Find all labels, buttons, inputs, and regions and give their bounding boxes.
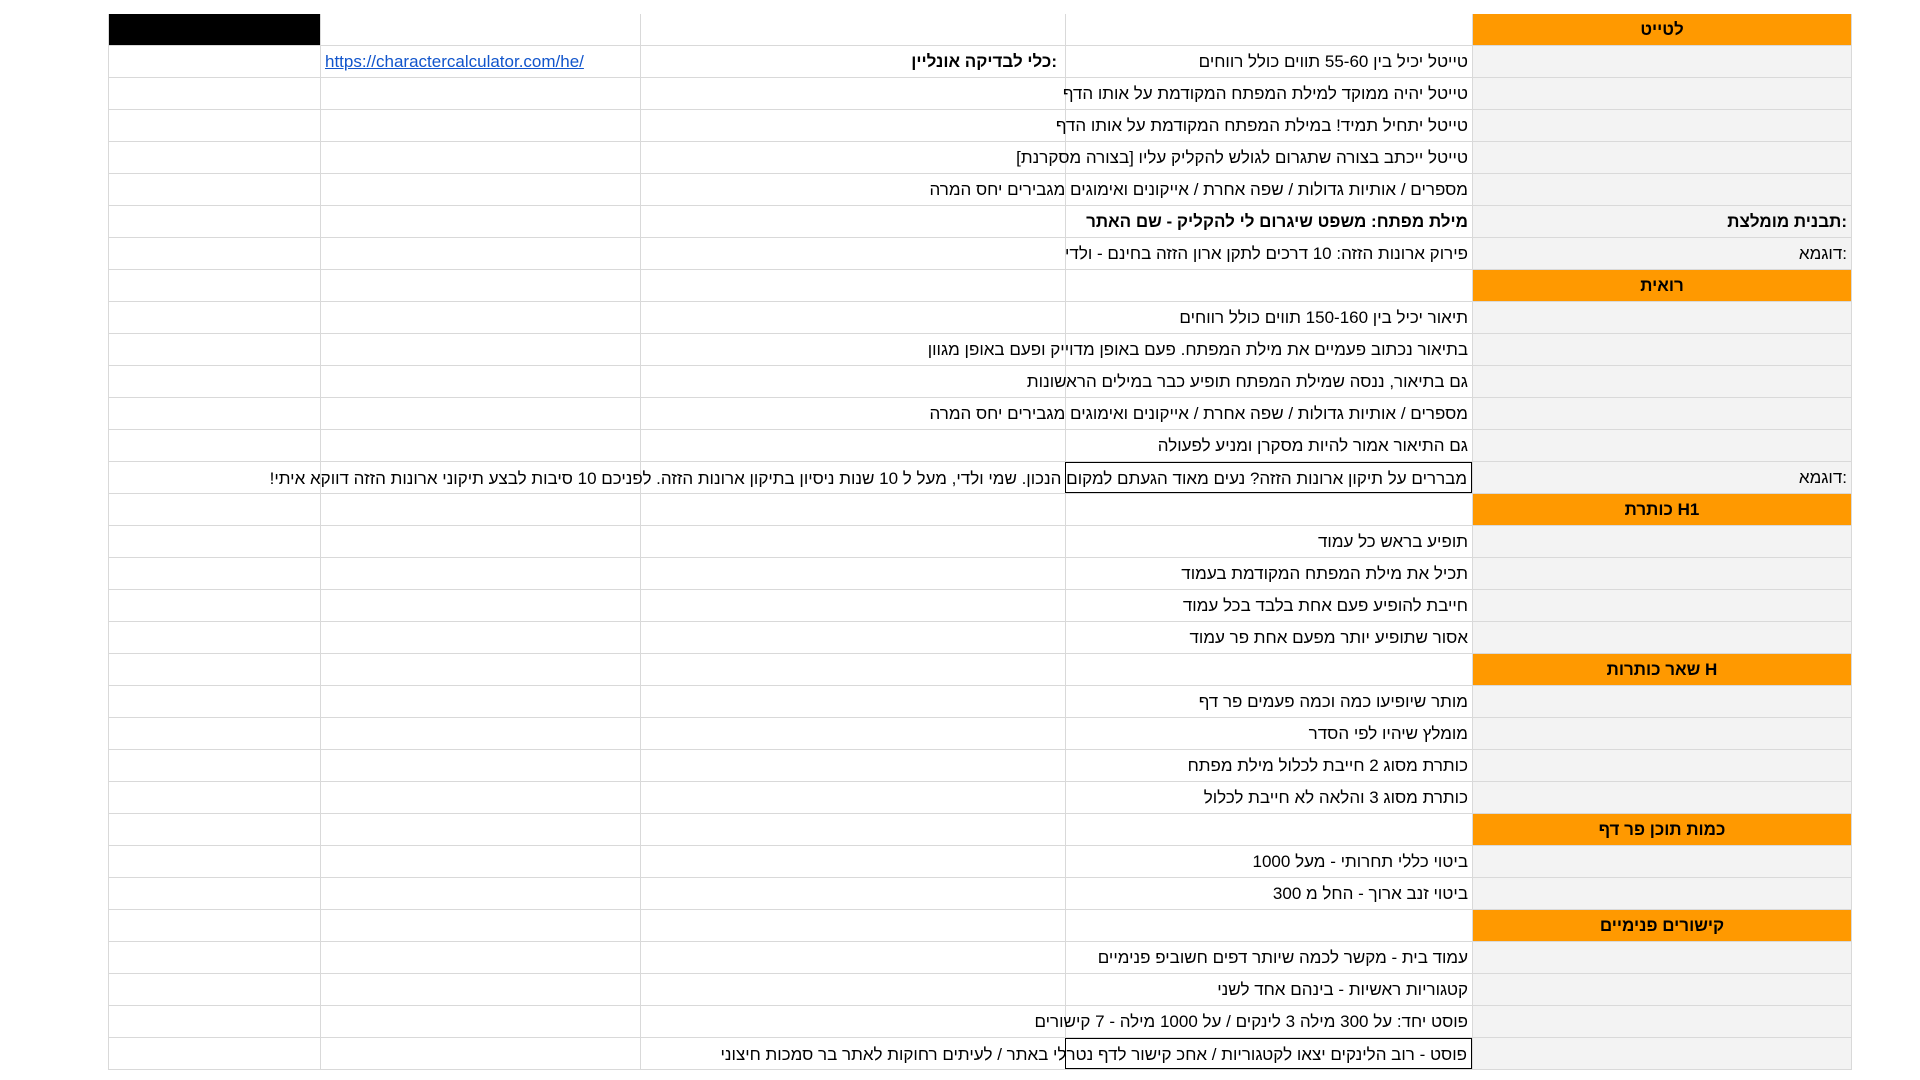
- cell-text: מומלץ שיהיו לפי הסדר: [1308, 724, 1468, 743]
- cell-c5[interactable]: [1472, 558, 1852, 589]
- cell-c3[interactable]: [640, 910, 1065, 941]
- cell-c2[interactable]: [320, 686, 640, 717]
- cell-c2[interactable]: [320, 334, 640, 365]
- cell-c5[interactable]: [1472, 142, 1852, 173]
- cell-c5[interactable]: [1472, 238, 1852, 269]
- cell-c1[interactable]: [108, 910, 320, 941]
- sheet-row: [108, 974, 1852, 1006]
- cell-c3[interactable]: [640, 942, 1065, 973]
- cell-c3[interactable]: [640, 110, 1065, 141]
- cell-c2[interactable]: [320, 398, 640, 429]
- cell-c1[interactable]: [108, 558, 320, 589]
- section-title: לטייט: [1640, 20, 1684, 39]
- cell-c3[interactable]: [640, 622, 1065, 653]
- cell-text: גם התיאור אמור להיות מסקרן ומניע לפעולה: [1157, 436, 1468, 455]
- cell-c5[interactable]: [1472, 462, 1852, 493]
- cell-c2[interactable]: [320, 206, 640, 237]
- cell-text: כותרת מסוג 2 חייבת לכלול מילת מפתח: [1187, 756, 1468, 775]
- cell-c5[interactable]: [1472, 718, 1852, 749]
- cell-c4[interactable]: [1065, 526, 1472, 557]
- cell-c3[interactable]: [640, 654, 1065, 685]
- section-title: קישורים פנימיים: [1599, 916, 1725, 935]
- cell-text: טייטל יכיל בין 55-60 תווים כולל רווחים: [1198, 52, 1468, 71]
- cell-c5[interactable]: [1472, 750, 1852, 781]
- sheet-row: [108, 1038, 1852, 1070]
- sheet-row: [108, 78, 1852, 110]
- cell-c1[interactable]: [108, 494, 320, 525]
- sheet-row: [108, 1006, 1852, 1038]
- section-header-row: [108, 654, 1852, 686]
- cell-c5[interactable]: [1472, 174, 1852, 205]
- cell-c1[interactable]: [108, 878, 320, 909]
- cell-text: בתיאור נכתוב פעמיים את מילת המפתח. פעם באופן מדוייק ופעם באופן מגוון: [927, 340, 1468, 359]
- cell-text: טייטל יהיה ממוקד למילת המפתח המקודמת על אותו הדף: [1062, 84, 1468, 103]
- cell-c5[interactable]: [1472, 846, 1852, 877]
- cell-c4[interactable]: [1065, 206, 1472, 237]
- cell-c1[interactable]: [108, 270, 320, 301]
- cell-text: קטגוריות ראשיות - בינהם אחד לשני: [1217, 980, 1468, 999]
- sheet-row: [108, 430, 1852, 462]
- cell-c2[interactable]: [320, 270, 640, 301]
- cell-c5[interactable]: [1472, 654, 1852, 685]
- sheet-row: [108, 558, 1852, 590]
- cell-c4[interactable]: [1065, 942, 1472, 973]
- cell-c3[interactable]: [640, 878, 1065, 909]
- cell-c3[interactable]: [640, 142, 1065, 173]
- cell-c2[interactable]: [320, 814, 640, 845]
- cell-c4[interactable]: [1026, 366, 1472, 397]
- cell-c5[interactable]: [1472, 14, 1852, 45]
- cell-text: כותרת מסוג 3 והלאה לא חייבת לכלול: [1203, 788, 1468, 807]
- cell-c4[interactable]: [927, 334, 1472, 365]
- sheet-row: [108, 878, 1852, 910]
- cell-c4[interactable]: [1065, 302, 1472, 333]
- sheet-row: [108, 110, 1852, 142]
- cell-c3[interactable]: [640, 78, 1065, 109]
- section-header-row: [108, 494, 1852, 526]
- sheet-row: [108, 590, 1852, 622]
- cell-c1[interactable]: [108, 46, 320, 77]
- cell-c2[interactable]: [320, 110, 640, 141]
- sheet-row: [108, 942, 1852, 974]
- cell-c1[interactable]: [108, 1006, 320, 1037]
- cell-c2[interactable]: [320, 174, 640, 205]
- cell-c2[interactable]: [320, 526, 640, 557]
- cell-c5[interactable]: [1472, 590, 1852, 621]
- cell-c2[interactable]: [320, 974, 640, 1005]
- cell-c3[interactable]: [640, 494, 1065, 525]
- cell-c1[interactable]: [108, 974, 320, 1005]
- cell-c4[interactable]: [1065, 558, 1472, 589]
- sheet-row: [108, 334, 1852, 366]
- cell-text: גם בתיאור, ננסה שמילת המפתח תופיע כבר במילים הראשונות: [1026, 372, 1468, 391]
- sheet-row: [108, 398, 1852, 430]
- cell-c5[interactable]: [1472, 206, 1852, 237]
- cell-c1[interactable]: [108, 846, 320, 877]
- cell-text: מספרים / אותיות גדולות / שפה אחרת / אייקונים ואימוגים מגבירים יחס המרה: [929, 180, 1468, 199]
- cell-c5[interactable]: [1472, 366, 1852, 397]
- cell-c3[interactable]: [640, 238, 1065, 269]
- section-title: רואית: [1640, 276, 1684, 295]
- cell-c4[interactable]: [1065, 686, 1472, 717]
- cell-c3[interactable]: [640, 846, 1065, 877]
- sheet-row: [108, 142, 1852, 174]
- row-label: :תבנית מומלצת: [1727, 212, 1847, 231]
- cell-c3[interactable]: [640, 270, 1065, 301]
- sheet-row: [108, 686, 1852, 718]
- cell-c3[interactable]: [640, 686, 1065, 717]
- cell-text: ביטוי כללי תחרותי - מעל 1000: [1252, 852, 1468, 871]
- cell-c4[interactable]: [1065, 846, 1472, 877]
- cell-c2[interactable]: [320, 654, 640, 685]
- cell-c5[interactable]: [1472, 430, 1852, 461]
- cell-c5[interactable]: [1472, 878, 1852, 909]
- cell-c2[interactable]: [320, 46, 640, 77]
- section-header-row: [108, 14, 1852, 46]
- cell-text: תופיע בראש כל עמוד: [1317, 532, 1468, 551]
- cell-c2[interactable]: [320, 750, 640, 781]
- section-title: כמות תוכן פר דף: [1598, 820, 1726, 839]
- cell-c5[interactable]: [1472, 910, 1852, 941]
- cell-c2[interactable]: [320, 558, 640, 589]
- cell-c4[interactable]: [929, 174, 1472, 205]
- cell-c2[interactable]: [320, 910, 640, 941]
- cell-c3[interactable]: [640, 46, 1065, 77]
- cell-c4[interactable]: [1065, 718, 1472, 749]
- cell-c2[interactable]: [320, 846, 640, 877]
- cell-c2[interactable]: [320, 590, 640, 621]
- cell-c2[interactable]: [320, 430, 640, 461]
- cell-c4[interactable]: [1062, 78, 1472, 109]
- cell-c4[interactable]: [1065, 270, 1472, 301]
- section-header-row: [108, 270, 1852, 302]
- cell-c5[interactable]: [1472, 270, 1852, 301]
- row-label: :דוגמא: [1798, 468, 1847, 487]
- cell-c4[interactable]: [1034, 1006, 1472, 1037]
- cell-c5[interactable]: [1472, 526, 1852, 557]
- cell-c4[interactable]: [1065, 46, 1472, 77]
- cell-c3[interactable]: [640, 302, 1065, 333]
- cell-c1[interactable]: [108, 942, 320, 973]
- cell-c5[interactable]: [1472, 814, 1852, 845]
- cell-c1[interactable]: [108, 814, 320, 845]
- cell-c1[interactable]: [108, 654, 320, 685]
- cell-text: מותר שיופיעו כמה וכמה פעמים פר דף: [1198, 692, 1468, 711]
- cell-c2[interactable]: [320, 142, 640, 173]
- cell-c3[interactable]: [640, 590, 1065, 621]
- cell-c5[interactable]: [1472, 942, 1852, 973]
- cell-text: מבררים על תיקון ארונות הזזה? נעים מאוד הגעתם למקום הנכון. שמי ולדי, מעל ל 10 שנות ניסיון בתיקון ארונות הזזה. לפניכם 10 סיבות לבצע תיקוני ארונות הזזה דווקא איתי!: [269, 469, 1467, 488]
- cell-c4[interactable]: [1065, 910, 1472, 941]
- cell-text: פוסט - רוב הלינקים יצאו לקטגוריות / אחכ קישור לדף נטרלי באתר / לעיתים רחוקות לאתר בר סמכות חיצוני: [720, 1045, 1467, 1064]
- row-label: :דוגמא: [1798, 244, 1847, 263]
- cell-c5[interactable]: [1472, 1038, 1852, 1069]
- cell-c5[interactable]: [1472, 494, 1852, 525]
- cell-c1[interactable]: [108, 206, 320, 237]
- cell-c4[interactable]: [1065, 878, 1472, 909]
- cell-c3[interactable]: [640, 206, 1065, 237]
- cell-c1[interactable]: [108, 590, 320, 621]
- cell-c1[interactable]: [108, 142, 320, 173]
- cell-c5[interactable]: [1472, 782, 1852, 813]
- sheet-row: [108, 718, 1852, 750]
- sheet-row: [108, 622, 1852, 654]
- cell-c1[interactable]: [108, 110, 320, 141]
- cell-c2[interactable]: [320, 238, 640, 269]
- cell-c4[interactable]: [1065, 974, 1472, 1005]
- cell-c2[interactable]: [320, 366, 640, 397]
- cell-c3[interactable]: [640, 782, 1065, 813]
- online-tool-label: :כלי לבדיקה אונליין: [911, 52, 1057, 71]
- cell-text: מספרים / אותיות גדולות / שפה אחרת / אייקונים ואימוגים מגבירים יחס המרה: [929, 404, 1468, 423]
- cell-c2[interactable]: [320, 622, 640, 653]
- sheet-row: [108, 846, 1852, 878]
- sheet-row: [108, 750, 1852, 782]
- cell-c3[interactable]: [640, 526, 1065, 557]
- cell-c5[interactable]: [1472, 46, 1852, 77]
- cell-c2[interactable]: [320, 1038, 640, 1069]
- cell-text: טייטל יתחיל תמיד! במילת המפתח המקודמת על אותו הדף: [1055, 116, 1468, 135]
- section-header-row: [108, 814, 1852, 846]
- cell-c3[interactable]: [640, 814, 1065, 845]
- cell-c1[interactable]: [108, 718, 320, 749]
- cell-c4[interactable]: [1065, 750, 1472, 781]
- cell-c3[interactable]: [640, 366, 1065, 397]
- cell-c1[interactable]: [108, 526, 320, 557]
- cell-c3[interactable]: [640, 718, 1065, 749]
- cell-text: טייטל ייכתב בצורה שתגרום לגולש להקליק עליו [בצורה מסקרנת]: [1016, 148, 1468, 167]
- cell-c5[interactable]: [1472, 686, 1852, 717]
- cell-c3[interactable]: [640, 974, 1065, 1005]
- cell-c2[interactable]: [320, 494, 640, 525]
- cell-c2[interactable]: [320, 878, 640, 909]
- cell-c5[interactable]: [1472, 1006, 1852, 1037]
- cell-c1[interactable]: [108, 302, 320, 333]
- cell-c4[interactable]: [1065, 14, 1472, 45]
- cell-c2[interactable]: [320, 942, 640, 973]
- sheet-row: [108, 206, 1852, 238]
- cell-c1[interactable]: [108, 78, 320, 109]
- cell-text: תכיל את מילת המפתח המקודמת בעמוד: [1181, 564, 1468, 583]
- cell-text: עמוד בית - מקשר לכמה שיותר דפים חשוביפ פנימיים: [1097, 948, 1468, 967]
- cell-c1[interactable]: [108, 1038, 320, 1069]
- sheet-row: [108, 366, 1852, 398]
- cell-text: תיאור יכיל בין 150-160 תווים כולל רווחים: [1179, 308, 1468, 327]
- cell-c4[interactable]: [1016, 142, 1472, 173]
- cell-text: חייבת להופיע פעם אחת בלבד בכל עמוד: [1182, 596, 1468, 615]
- cell-c4[interactable]: [1065, 622, 1472, 653]
- cell-c2[interactable]: [320, 1006, 640, 1037]
- character-calculator-link[interactable]: https://charactercalculator.com/he/: [325, 52, 584, 71]
- sheet-row: [108, 174, 1852, 206]
- cell-c4[interactable]: [1065, 590, 1472, 621]
- cell-c1[interactable]: [108, 750, 320, 781]
- cell-c3[interactable]: [640, 14, 1065, 45]
- cell-text: אסור שתופיע יותר מפעם אחת פר עמוד: [1189, 628, 1468, 647]
- cell-c1[interactable]: [108, 174, 320, 205]
- cell-c5[interactable]: [1472, 334, 1852, 365]
- cell-c4[interactable]: [1065, 654, 1472, 685]
- cell-c1[interactable]: [108, 398, 320, 429]
- cell-c5[interactable]: [1472, 398, 1852, 429]
- sheet-row: [108, 238, 1852, 270]
- cell-c2[interactable]: [320, 302, 640, 333]
- cell-c1[interactable]: [108, 238, 320, 269]
- cell-c4[interactable]: [1065, 430, 1472, 461]
- cell-c1[interactable]: [108, 622, 320, 653]
- cell-c4[interactable]: [1065, 814, 1472, 845]
- sheet-row: [108, 526, 1852, 558]
- cell-c3[interactable]: [640, 750, 1065, 781]
- cell-text: מילת מפתח: משפט שיגרום לי להקליק - שם האתר: [1086, 212, 1468, 231]
- section-header-row: [108, 910, 1852, 942]
- cell-c1[interactable]: [108, 14, 320, 45]
- cell-c1[interactable]: [108, 686, 320, 717]
- cell-c4[interactable]: [929, 398, 1472, 429]
- cell-c1[interactable]: [108, 334, 320, 365]
- cell-c3[interactable]: [640, 1006, 1065, 1037]
- cell-c1[interactable]: [108, 366, 320, 397]
- cell-c4[interactable]: [1055, 110, 1472, 141]
- cell-c4[interactable]: [1065, 782, 1472, 813]
- cell-c4[interactable]: [1065, 494, 1472, 525]
- cell-c2[interactable]: [320, 782, 640, 813]
- cell-c3[interactable]: [640, 558, 1065, 589]
- cell-c2[interactable]: [320, 78, 640, 109]
- cell-c5[interactable]: [1472, 302, 1852, 333]
- cell-c3[interactable]: [640, 430, 1065, 461]
- sheet-row: [108, 302, 1852, 334]
- cell-c1[interactable]: [108, 782, 320, 813]
- cell-text: פוסט יחד: על 300 מילה 3 לינקים / על 1000 מילה - 7 קישורים: [1034, 1012, 1468, 1031]
- cell-c4[interactable]: [269, 462, 1472, 493]
- section-title: H1 כותרת: [1624, 500, 1700, 519]
- sheet-row: [108, 462, 1852, 494]
- cell-c2[interactable]: [320, 718, 640, 749]
- cell-c5[interactable]: [1472, 622, 1852, 653]
- cell-c4[interactable]: [720, 1038, 1472, 1069]
- cell-c4[interactable]: [1065, 238, 1472, 269]
- section-title: H שאר כותרות: [1606, 660, 1718, 679]
- cell-text: ביטוי זנב ארוך - החל מ 300: [1272, 884, 1468, 903]
- cell-c5[interactable]: [1472, 78, 1852, 109]
- cell-c5[interactable]: [1472, 110, 1852, 141]
- sheet-row: [108, 46, 1852, 78]
- cell-c5[interactable]: [1472, 974, 1852, 1005]
- sheet-row: [108, 782, 1852, 814]
- cell-text: פירוק ארונות הזזה: 10 דרכים לתקן ארון הזזה בחינם - ולדי: [1064, 244, 1468, 263]
- cell-c1[interactable]: [108, 430, 320, 461]
- cell-c2[interactable]: [320, 14, 640, 45]
